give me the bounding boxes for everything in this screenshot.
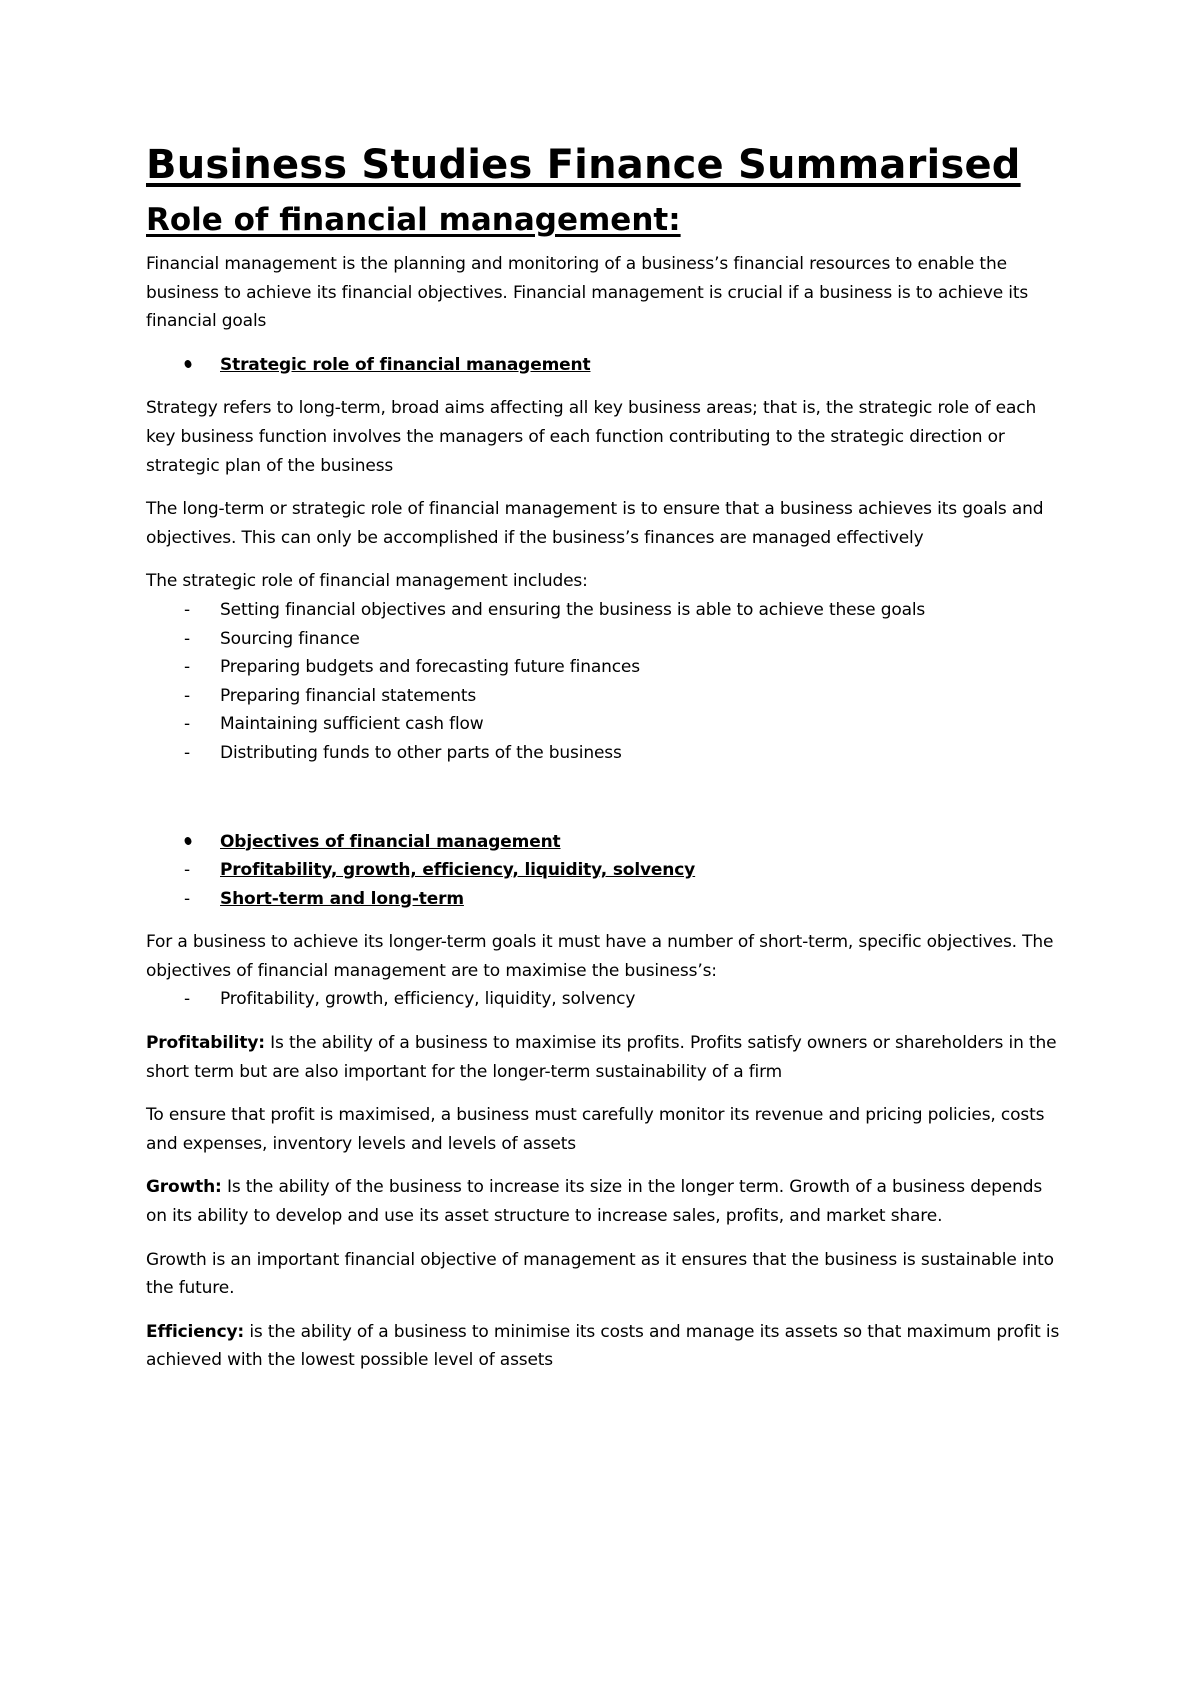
- list-item: - Sourcing finance: [146, 625, 1066, 654]
- list-item: - Short-term and long-term: [146, 885, 1066, 914]
- strategic-role-includes-paragraph: The strategic role of financial management includes:: [146, 571, 588, 592]
- dash-marker: -: [184, 888, 190, 909]
- bullet-heading-label: Strategic role of financial management: [220, 354, 591, 375]
- list-item: - Profitability, growth, efficiency, liquidity, solvency: [146, 856, 1066, 885]
- list-item: - Setting financial objectives and ensuring the business is able to achieve these goals: [146, 596, 1066, 625]
- list-item: - Distributing funds to other parts of the business: [146, 739, 1066, 768]
- growth-paragraph: Growth: Is the ability of the business to increase its size in the longer term. Growth of a business depends on its ability to develop and use its asset structure to increase sales, profits, and market share.: [146, 1177, 1043, 1227]
- long-term-role-paragraph: The long-term or strategic role of financial management is to ensure that a business achieves its goals and objectives. This can only be accomplished if the business’s finances are managed effectively: [146, 499, 1044, 548]
- profitability-label: Profitability:: [146, 1033, 265, 1054]
- dash-marker: -: [184, 989, 190, 1010]
- objectives-subheading-list: [146, 856, 1066, 913]
- bullet-dot-icon: [183, 359, 192, 369]
- document-page: [146, 138, 1066, 1375]
- objectives-paragraph: For a business to achieve its longer-term goals it must have a number of short-term, specific objectives. The objectives of financial management are to maximise the business’s:: [146, 932, 1054, 981]
- intro-paragraph: Financial management is the planning and monitoring of a business’s financial resources to enable the business to achieve its financial objectives. Financial management is crucial if a business is to achieve its financial goals: [146, 254, 1029, 332]
- dash-marker: -: [184, 714, 190, 735]
- efficiency-label: Efficiency:: [146, 1321, 245, 1342]
- bullet-heading-strategic-role: [146, 351, 1066, 380]
- section-heading-role: Role of financial management:: [146, 202, 681, 238]
- list-item: - Profitability, growth, efficiency, liquidity, solvency: [146, 985, 1066, 1014]
- bullet-dot-icon: [183, 836, 192, 846]
- list-item: - Preparing budgets and forecasting future finances: [146, 653, 1066, 682]
- profit-maximised-paragraph: To ensure that profit is maximised, a business must carefully monitor its revenue and pricing policies, costs and expenses, inventory levels and levels of assets: [146, 1105, 1045, 1154]
- profitability-paragraph: Profitability: Is the ability of a business to maximise its profits. Profits satisfy owners or shareholders in the short term but are also important for the longer-term sustainability of a firm: [146, 1033, 1057, 1082]
- dash-marker: -: [184, 860, 190, 881]
- list-item: - Maintaining sufficient cash flow: [146, 710, 1066, 739]
- dash-marker: -: [184, 599, 190, 620]
- bullet-heading-label: Objectives of financial management: [220, 831, 561, 852]
- list-item: - Preparing financial statements: [146, 682, 1066, 711]
- strategy-paragraph: Strategy refers to long-term, broad aims affecting all key business areas; that is, the strategic role of each key business function involves the managers of each function contributing to the strategic direction or strategic plan of the business: [146, 398, 1037, 476]
- objectives-list: [146, 985, 1066, 1014]
- dash-marker: -: [184, 742, 190, 763]
- strategic-role-list: [146, 596, 1066, 768]
- dash-marker: -: [184, 657, 190, 678]
- growth-objective-paragraph: Growth is an important financial objective of management as it ensures that the business is sustainable into the future.: [146, 1249, 1054, 1299]
- document-title: Business Studies Finance Summarised: [146, 142, 1021, 188]
- dash-marker: -: [184, 628, 190, 649]
- efficiency-paragraph: Efficiency: is the ability of a business to minimise its costs and manage its assets so that maximum profit is achieved with the lowest possible level of assets: [146, 1321, 1060, 1371]
- bullet-heading-objectives: [146, 828, 1066, 857]
- dash-marker: -: [184, 685, 190, 706]
- growth-label: Growth:: [146, 1177, 222, 1198]
